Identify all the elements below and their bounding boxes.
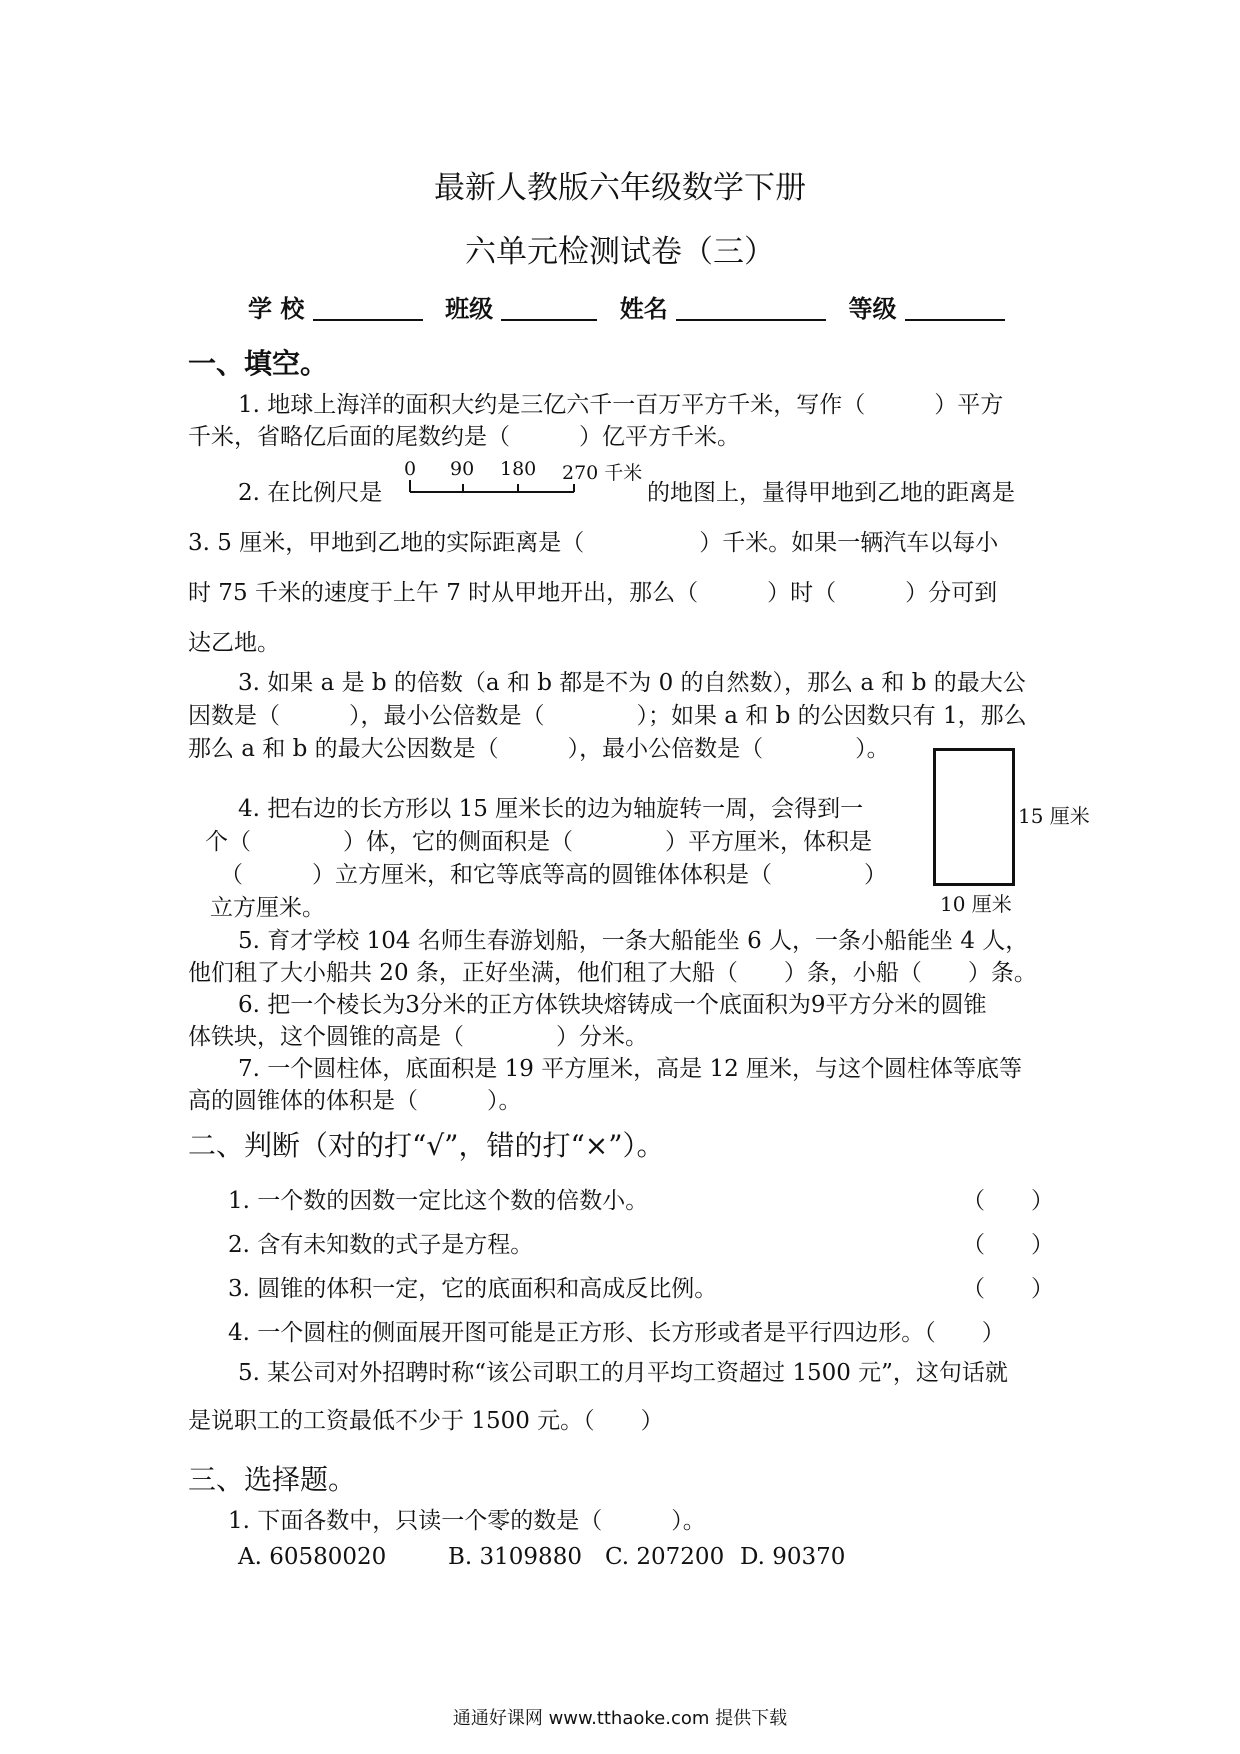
scale-label-90: 90: [450, 458, 475, 480]
question-line: 的地图上，量得甲地到乙地的距离是: [647, 480, 1015, 506]
class-blank[interactable]: [501, 295, 597, 321]
scale-bar-diagram: [408, 466, 576, 496]
question-line: 因数是（ ），最小公倍数是（ ）；如果 a 和 b 的公因数只有 1，那么: [188, 703, 1027, 729]
question-line: 6. 把一个棱长为3分米的正方体铁块熔铸成一个底面积为9平方分米的圆锥: [238, 992, 987, 1018]
school-label: 学 校: [248, 294, 305, 323]
name-blank[interactable]: [676, 295, 826, 321]
answer-paren[interactable]: （ ）: [962, 1188, 1054, 1214]
question-line: 1. 地球上海洋的面积大约是三亿六千一百万平方千米，写作（ ）平方: [238, 392, 1004, 418]
class-label: 班级: [445, 294, 494, 323]
answer-paren[interactable]: （ ）: [962, 1232, 1054, 1258]
section-heading-fill-in: 一、填空。: [188, 347, 329, 380]
question-line: 个（ ）体，它的侧面积是（ ）平方厘米，体积是: [205, 829, 872, 855]
question-line: 5. 育才学校 104 名师生春游划船，一条大船能坐 6 人，一条小船能坐 4 人，: [238, 928, 1029, 954]
page-subtitle: 六单元检测试卷（三）: [465, 234, 775, 270]
question-line: 那么 a 和 b 的最大公因数是（ ），最小公倍数是（ ）。: [188, 736, 890, 762]
option-c[interactable]: C. 207200: [605, 1544, 725, 1570]
section-heading-choice: 三、选择题。: [188, 1463, 357, 1496]
question-line: 高的圆锥体的体积是（ ）。: [188, 1088, 522, 1114]
question-line: 7. 一个圆柱体，底面积是 19 平方厘米，高是 12 厘米，与这个圆柱体等底等: [238, 1056, 1023, 1082]
judge-item: 3. 圆锥的体积一定，它的底面积和高成反比例。: [228, 1276, 718, 1302]
judge-item: 4. 一个圆柱的侧面展开图可能是正方形、长方形或者是平行四边形。（ ）: [228, 1320, 1005, 1346]
question-line: 时 75 千米的速度于上午 7 时从甲地开出，那么（ ）时（ ）分可到: [188, 580, 998, 606]
judge-item: 2. 含有未知数的式子是方程。: [228, 1232, 534, 1258]
scale-label-0: 0: [404, 458, 417, 480]
judge-item: 是说职工的工资最低不少于 1500 元。（ ）: [188, 1408, 664, 1434]
student-info-row: [248, 289, 1005, 324]
question-line: 达乙地。: [188, 630, 280, 656]
grade-label: 等级: [848, 294, 897, 323]
question-line: （ ）立方厘米，和它等底等高的圆锥体体积是（ ）: [220, 862, 887, 888]
judge-item: 5. 某公司对外招聘时称“该公司职工的月平均工资超过 1500 元”，这句话就: [238, 1360, 1008, 1386]
page-title: 最新人教版六年级数学下册: [434, 170, 806, 206]
section-heading-true-false: 二、判断（对的打“√”，错的打“×”）。: [188, 1129, 665, 1162]
question-line: 4. 把右边的长方形以 15 厘米长的边为轴旋转一周，会得到一: [238, 796, 864, 822]
option-d[interactable]: D. 90370: [740, 1544, 846, 1570]
scale-label-270: 270 千米: [562, 462, 643, 484]
choice-question: 1. 下面各数中，只读一个零的数是（ ）。: [228, 1508, 706, 1534]
answer-paren[interactable]: （ ）: [962, 1276, 1054, 1302]
question-line: 体铁块，这个圆锥的高是（ ）分米。: [188, 1024, 648, 1050]
question-line: 2. 在比例尺是: [238, 480, 383, 506]
name-label: 姓名: [619, 294, 668, 323]
question-line: 3. 如果 a 是 b 的倍数（a 和 b 都是不为 0 的自然数），那么 a 和 b 的最大公: [238, 670, 1026, 696]
school-blank[interactable]: [313, 295, 423, 321]
option-b[interactable]: B. 3109880: [448, 1544, 582, 1570]
question-line: 3. 5 厘米，甲地到乙地的实际距离是（ ）千米。如果一辆汽车以每小: [188, 530, 999, 556]
rect-width-label: 10 厘米: [940, 892, 1012, 916]
option-a[interactable]: A. 60580020: [238, 1544, 387, 1570]
rectangle-figure: [933, 748, 1015, 886]
footer-source: 通通好课网 www.tthaoke.com 提供下载: [452, 1708, 788, 1729]
question-line: 千米，省略亿后面的尾数约是（ ）亿平方千米。: [188, 424, 740, 450]
question-line: 立方厘米。: [210, 895, 325, 921]
judge-item: 1. 一个数的因数一定比这个数的倍数小。: [228, 1188, 649, 1214]
question-line: 他们租了大小船共 20 条，正好坐满，他们租了大船（ ）条，小船（ ）条。: [188, 960, 1037, 986]
grade-blank[interactable]: [905, 295, 1005, 321]
rect-height-label: 15 厘米: [1018, 804, 1090, 828]
scale-label-180: 180: [500, 458, 537, 480]
